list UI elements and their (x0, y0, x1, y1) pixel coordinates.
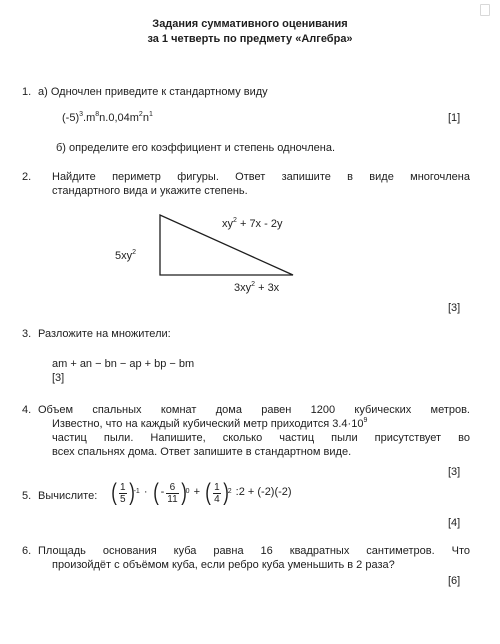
task-3-expression: am + an − bn − ap + bp − bm (52, 358, 195, 370)
task-5-points: [4] (448, 517, 461, 529)
fraction-3: $\frac{1}{4}$ (214, 481, 220, 505)
title-line-2: за 1 четверть по предмету «Алгебра» (147, 33, 353, 45)
task-4-line-1: Объем спальных комнат дома равен 1200 кубических метров. (38, 404, 470, 416)
task-1-part-a: а) Одночлен приведите к стандартному виду (38, 86, 268, 98)
task-2-line-1: Найдите периметр фигуры. Ответ запишите в виде многочлена (52, 171, 470, 183)
page-corner-icon (480, 4, 490, 16)
document-title (0, 17, 500, 47)
task-2-points: [3] (448, 302, 461, 314)
task-2-number: 2. (22, 171, 32, 183)
task-2-line-2: стандартного вида и укажите степень. (52, 185, 248, 197)
task-5-number: 5. (22, 490, 32, 502)
task-4-number: 4. (22, 404, 32, 416)
triangle-side-left-label: $5xy^2$ (115, 249, 137, 262)
task-1-part-b: б) определите его коэффициент и степень одночлена. (56, 142, 336, 154)
task-4-line-4: всех спальнях дома. Ответ запишите в стандартном виде. (52, 446, 352, 458)
fraction-1: $\frac{1}{5}$ (120, 481, 126, 505)
task-4-points: [3] (448, 466, 461, 478)
task-6-points: [6] (448, 575, 461, 587)
task-5-expression: ( $\frac{1}{5}$ )-1 · ( - $\frac{6}{11}$ )0 + ( $\frac{1}{4}$ )2 :2 + (-2)(-2) (111, 479, 292, 506)
task-3-number: 3. (22, 328, 32, 340)
task-1-number: 1. (22, 86, 32, 98)
task-5-text: Вычислите: (38, 490, 98, 502)
title-line-1: Задания суммативного оценивания (152, 18, 348, 30)
task-1-expression: $(-5)^3.m^8n.0,04m^2n^1$ (62, 111, 153, 124)
task-4-line-3: частиц пыли. Напишите, сколько частиц пыли присутствует во (52, 432, 470, 444)
task-4-line-2: Известно, что на каждый кубический метр приходится $3.4\cdot 10^9$ (52, 417, 368, 430)
task-1-points: [1] (448, 112, 461, 124)
triangle-bottom-label: $3xy^2 + 3x$ (234, 281, 280, 294)
triangle-hypotenuse-label: $xy^2 + 7x - 2y$ (222, 217, 283, 230)
task-6-number: 6. (22, 545, 32, 557)
task-6-line-2: произойдёт с объёмом куба, если ребро куба уменьшить в 2 раза? (52, 559, 395, 571)
task-3-text: Разложите на множители: (38, 328, 171, 340)
task-6-line-1: Площадь основания куба равна 16 квадратных сантиметров. Что (38, 545, 470, 557)
fraction-2: $\frac{6}{11}$ (167, 481, 178, 505)
task-3-points: [3] (52, 372, 65, 384)
